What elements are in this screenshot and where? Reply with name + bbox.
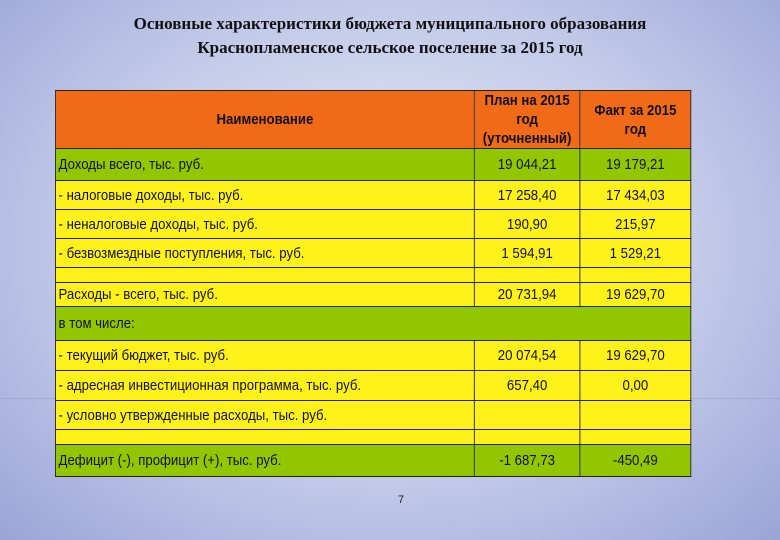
row-name: в том числе: xyxy=(55,307,690,341)
table-row xyxy=(55,401,690,430)
row-plan: 1 594,91 xyxy=(474,239,580,268)
row-name: - налоговые доходы, тыс. руб. xyxy=(55,181,474,210)
table-spacer-row xyxy=(55,430,690,445)
table-row xyxy=(55,149,690,181)
row-fact: 19 179,21 xyxy=(580,149,691,181)
table-header-row xyxy=(55,91,690,149)
table-row xyxy=(55,283,690,307)
title-line-2: Краснопламенское сельское поселение за 2015 год xyxy=(197,38,583,57)
row-fact xyxy=(580,401,691,430)
row-fact: 19 629,70 xyxy=(580,283,691,307)
row-fact: 0,00 xyxy=(580,371,691,401)
header-fact: Факт за 2015 год xyxy=(580,91,691,149)
table-row xyxy=(55,210,690,239)
row-fact: 1 529,21 xyxy=(580,239,691,268)
budget-table xyxy=(55,90,691,477)
page-title xyxy=(0,12,780,60)
row-name: Доходы всего, тыс. руб. xyxy=(55,149,474,181)
table-spacer-row xyxy=(55,268,690,283)
table-row xyxy=(55,239,690,268)
table-row xyxy=(55,181,690,210)
table-row xyxy=(55,371,690,401)
row-fact: 17 434,03 xyxy=(580,181,691,210)
row-name: - условно утвержденные расходы, тыс. руб. xyxy=(55,401,474,430)
header-plan: План на 2015 год (уточненный) xyxy=(474,91,580,149)
row-name: Расходы - всего, тыс. руб. xyxy=(55,283,474,307)
row-name: - адресная инвестиционная программа, тыс. руб. xyxy=(55,371,474,401)
title-line-1: Основные характеристики бюджета муниципального образования xyxy=(133,14,647,33)
row-plan: 20 731,94 xyxy=(474,283,580,307)
table-row xyxy=(55,341,690,371)
row-plan: 190,90 xyxy=(474,210,580,239)
row-fact: 19 629,70 xyxy=(580,341,691,371)
header-name: Наименование xyxy=(55,91,474,149)
page-number: 7 xyxy=(398,494,405,506)
row-name: - текущий бюджет, тыс. руб. xyxy=(55,341,474,371)
row-plan: 20 074,54 xyxy=(474,341,580,371)
table-row xyxy=(55,307,690,341)
row-name: - безвозмездные поступления, тыс. руб. xyxy=(55,239,474,268)
row-name: - неналоговые доходы, тыс. руб. xyxy=(55,210,474,239)
row-fact: 215,97 xyxy=(580,210,691,239)
row-plan xyxy=(474,401,580,430)
row-plan: 657,40 xyxy=(474,371,580,401)
row-fact: -450,49 xyxy=(580,445,691,477)
row-plan: 19 044,21 xyxy=(474,149,580,181)
row-plan: 17 258,40 xyxy=(474,181,580,210)
row-name: Дефицит (-), профицит (+), тыс. руб. xyxy=(55,445,474,477)
table-row xyxy=(55,445,690,477)
row-plan: -1 687,73 xyxy=(474,445,580,477)
